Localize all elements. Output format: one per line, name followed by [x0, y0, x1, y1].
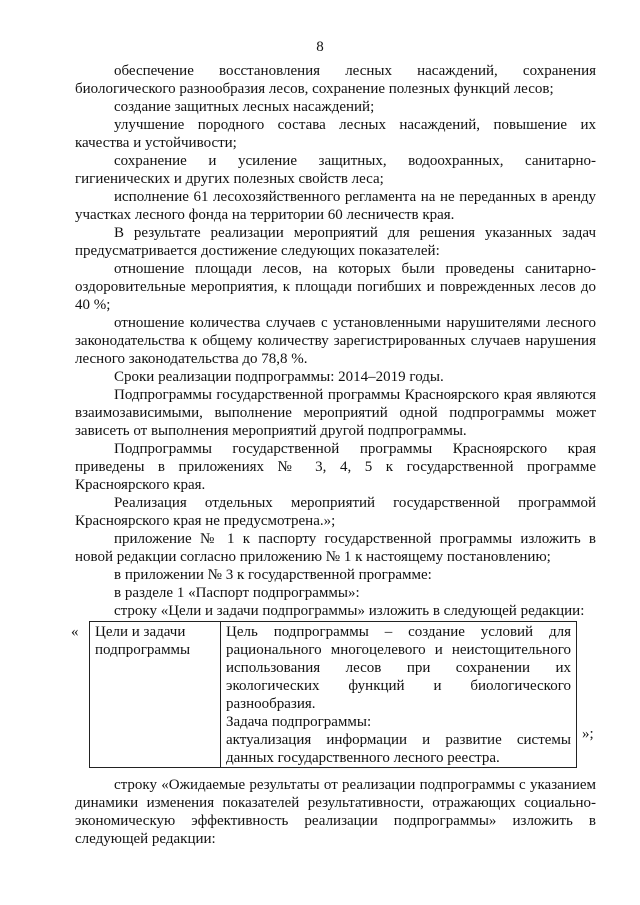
paragraph: строку «Ожидаемые результаты от реализации подпрограммы с указанием динамики изменения показателей результативности, отражающих социально-экономическую эффективность реализации подпрограммы» изложить в следующей редакции:	[75, 777, 596, 847]
paragraph: исполнение 61 лесохозяйственного регламента на не переданных в аренду участках лесного фонда на территории 60 лесничеств края.	[75, 189, 596, 223]
table-content-cell	[221, 622, 577, 768]
paragraph: приложение № 1 к паспорту государственной программы изложить в новой редакции согласно приложению № 1 к настоящему постановлению;	[75, 531, 596, 565]
paragraph: отношение площади лесов, на которых были проведены санитарно-оздоровительные мероприятия, к площади погибших и поврежденных лесов до 40 %;	[75, 261, 596, 313]
paragraph: в разделе 1 «Паспорт подпрограммы»:	[114, 585, 360, 601]
table-line-goal: Цель подпрограммы – создание условий для рационального многоцелевого и неистощительного использования лесов при сохранении их экологических функций и биологического разнообразия.	[226, 624, 571, 712]
paragraph: строку «Цели и задачи подпрограммы» изложить в следующей редакции:	[114, 603, 585, 619]
paragraph: В результате реализации мероприятий для решения указанных задач предусматривается достижение следующих показателей:	[75, 225, 596, 259]
paragraph: отношение количества случаев с установленными нарушителями лесного законодательства к общему количеству зарегистрированных случаев нарушения лесного законодательства до 78,8 %.	[75, 315, 596, 367]
paragraph: Сроки реализации подпрограммы: 2014–2019 годы.	[114, 369, 444, 385]
goals-table	[89, 621, 577, 768]
paragraph: в приложении № 3 к государственной программе:	[114, 567, 432, 583]
document-body	[71, 62, 596, 848]
paragraphs-bottom	[75, 776, 596, 848]
table-label-cell: Цели и задачи подпрограммы	[90, 622, 221, 768]
close-quote: »;	[582, 726, 594, 742]
open-quote: «	[71, 624, 79, 640]
paragraphs-top	[75, 62, 596, 620]
paragraph: улучшение породного состава лесных насаждений, повышение их качества и устойчивости;	[75, 117, 596, 151]
table-line-task: актуализация информации и развитие системы данных государственного лесного реестра.	[226, 732, 571, 766]
paragraph: создание защитных лесных насаждений;	[114, 99, 375, 115]
paragraph: Реализация отдельных мероприятий государственной программой Красноярского края не предусмотрена.»;	[75, 495, 596, 529]
page-number: 8	[316, 39, 324, 55]
paragraph: Подпрограммы государственной программы Красноярского края приведены в приложениях № 3, 4, 5 к государственной программе Красноярского края.	[75, 441, 596, 493]
paragraph: сохранение и усиление защитных, водоохранных, санитарно-гигиенических и других полезных свойств леса;	[75, 153, 596, 187]
table-line-task-heading: Задача подпрограммы:	[226, 714, 372, 730]
table-row	[90, 622, 577, 768]
paragraph: Подпрограммы государственной программы Красноярского края являются взаимозависимыми, выполнение мероприятий одной подпрограммы может зависеть от выполнения мероприятий другой подпрограммы.	[75, 387, 596, 439]
paragraph: обеспечение восстановления лесных насаждений, сохранения биологического разнообразия лесов, сохранение полезных функций лесов;	[75, 63, 596, 97]
goals-block	[71, 621, 596, 768]
